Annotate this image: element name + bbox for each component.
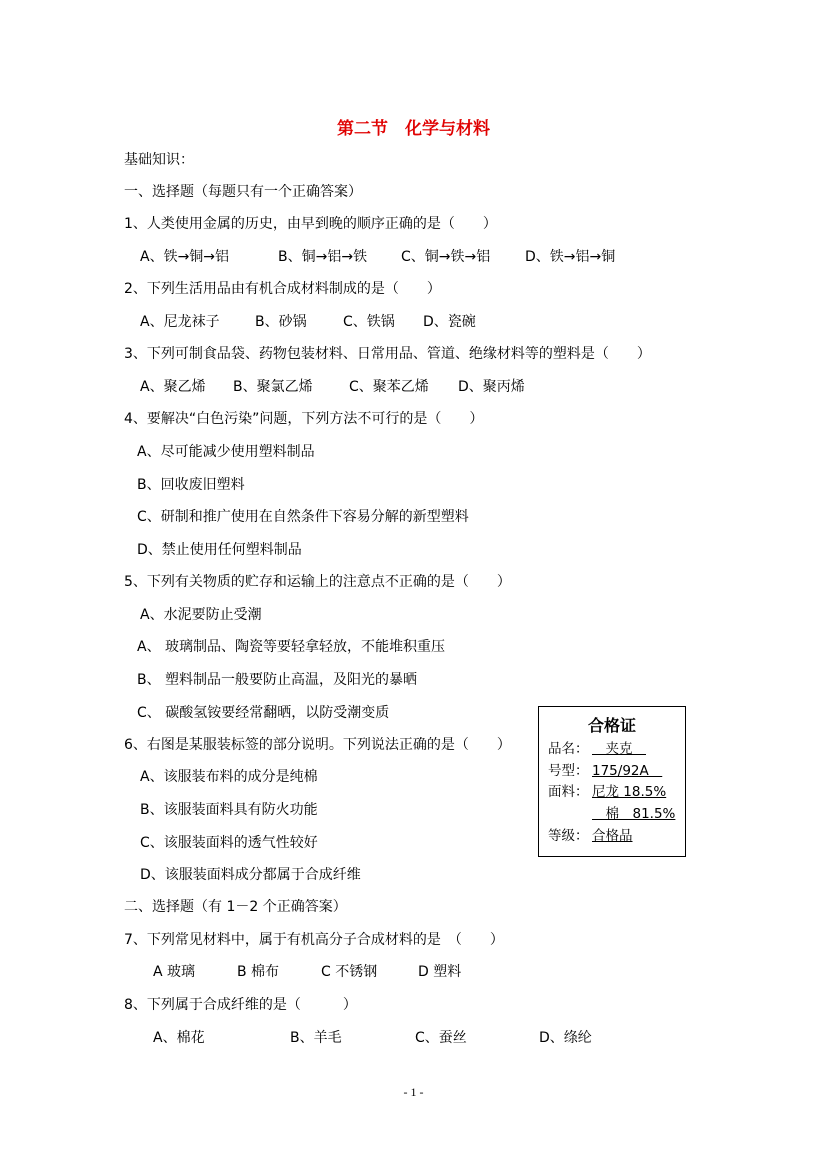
label-title: 合格证 [587,716,636,735]
q8-option-c: C、蚕丝 [415,1030,467,1046]
q7-option-d: D 塑料 [418,964,462,980]
q8-option-d: D、绦纶 [539,1030,592,1046]
q8-option-a: A、棉花 [153,1030,205,1046]
q7-option-b: B 棉布 [237,964,280,980]
q8-option-b: B、羊毛 [290,1030,342,1046]
basic-knowledge-heading: 基础知识： [124,152,194,168]
q3-option-b: B、聚氯乙烯 [233,379,313,395]
label-fabric-value-2: 棉 81.5% [592,806,676,822]
label-size-value: 175/92A [592,763,663,779]
label-grade-key: 等级： [548,828,589,844]
page-number: - 1 - [403,1085,424,1099]
q2-stem: 2、下列生活用品由有机合成材料制成的是（ ） [124,281,441,297]
q2-option-a: A、尼龙袜子 [140,314,220,330]
q3-option-a: A、聚乙烯 [140,379,206,395]
q6-stem: 6、右图是某服装标签的部分说明。下列说法正确的是（ ） [124,737,511,753]
section2-heading: 二、选择题（有 1－2 个正确答案） [124,899,347,915]
q5-option-a2: A、 玻璃制品、陶瓷等要轻拿轻放，不能堆积重压 [137,639,446,655]
q7-stem: 7、下列常见材料中，属于有机高分子合成材料的是 （ ） [124,932,504,948]
q3-option-c: C、聚苯乙烯 [349,379,429,395]
q5-option-c: C、 碳酸氢铵要经常翻晒，以防受潮变质 [137,705,390,721]
q6-option-b: B、该服装面料具有防火功能 [140,802,318,818]
q4-option-b: B、回收废旧塑料 [137,477,245,493]
q2-option-d: D、瓷碗 [423,314,476,330]
q3-stem: 3、下列可制食品袋、药物包装材料、日常用品、管道、绝缘材料等的塑料是（ ） [124,346,651,362]
label-fabric-key: 面料： [548,784,589,800]
page-title: 第二节 化学与材料 [337,119,490,139]
q2-option-c: C、铁锅 [343,314,395,330]
section1-heading: 一、选择题（每题只有一个正确答案） [124,184,362,200]
q6-option-a: A、该服装布料的成分是纯棉 [140,769,318,785]
label-grade-value: 合格品 [592,828,633,844]
q1-option-d: D、铁→铝→铜 [525,249,616,265]
q5-stem: 5、下列有关物质的贮存和运输上的注意点不正确的是（ ） [124,574,511,590]
q2-option-b: B、砂锅 [255,314,307,330]
q4-stem: 4、要解决“白色污染”问题，下列方法不可行的是（ ） [124,411,484,427]
q1-option-b: B、铜→铝→铁 [278,249,368,265]
q3-option-d: D、聚丙烯 [458,379,525,395]
q5-option-a: A、水泥要防止受潮 [140,607,262,623]
q1-stem: 1、人类使用金属的历史，由早到晚的顺序正确的是（ ） [124,216,497,232]
q1-option-a: A、铁→铜→铝 [140,249,230,265]
q4-option-a: A、尽可能减少使用塑料制品 [137,444,315,460]
q5-option-b: B、 塑料制品一般要防止高温，及阳光的暴晒 [137,672,418,688]
q4-option-d: D、禁止使用任何塑料制品 [137,542,302,558]
label-name-key: 品名： [548,741,589,757]
q8-stem: 8、下列属于合成纤维的是（ ） [124,997,357,1013]
q6-option-d: D、该服装面料成分都属于合成纤维 [140,867,361,883]
q1-option-c: C、铜→铁→铝 [401,249,491,265]
q7-option-c: C 不锈钢 [321,964,378,980]
label-size-key: 号型： [548,763,589,779]
q7-option-a: A 玻璃 [153,964,196,980]
label-name-value: 夹克 [592,741,646,757]
q6-option-c: C、该服装面料的透气性较好 [140,835,318,851]
label-fabric-value-1: 尼龙 18.5% [592,784,667,800]
clothing-label-box [538,706,686,857]
q4-option-c: C、研制和推广使用在自然条件下容易分解的新型塑料 [137,509,469,525]
